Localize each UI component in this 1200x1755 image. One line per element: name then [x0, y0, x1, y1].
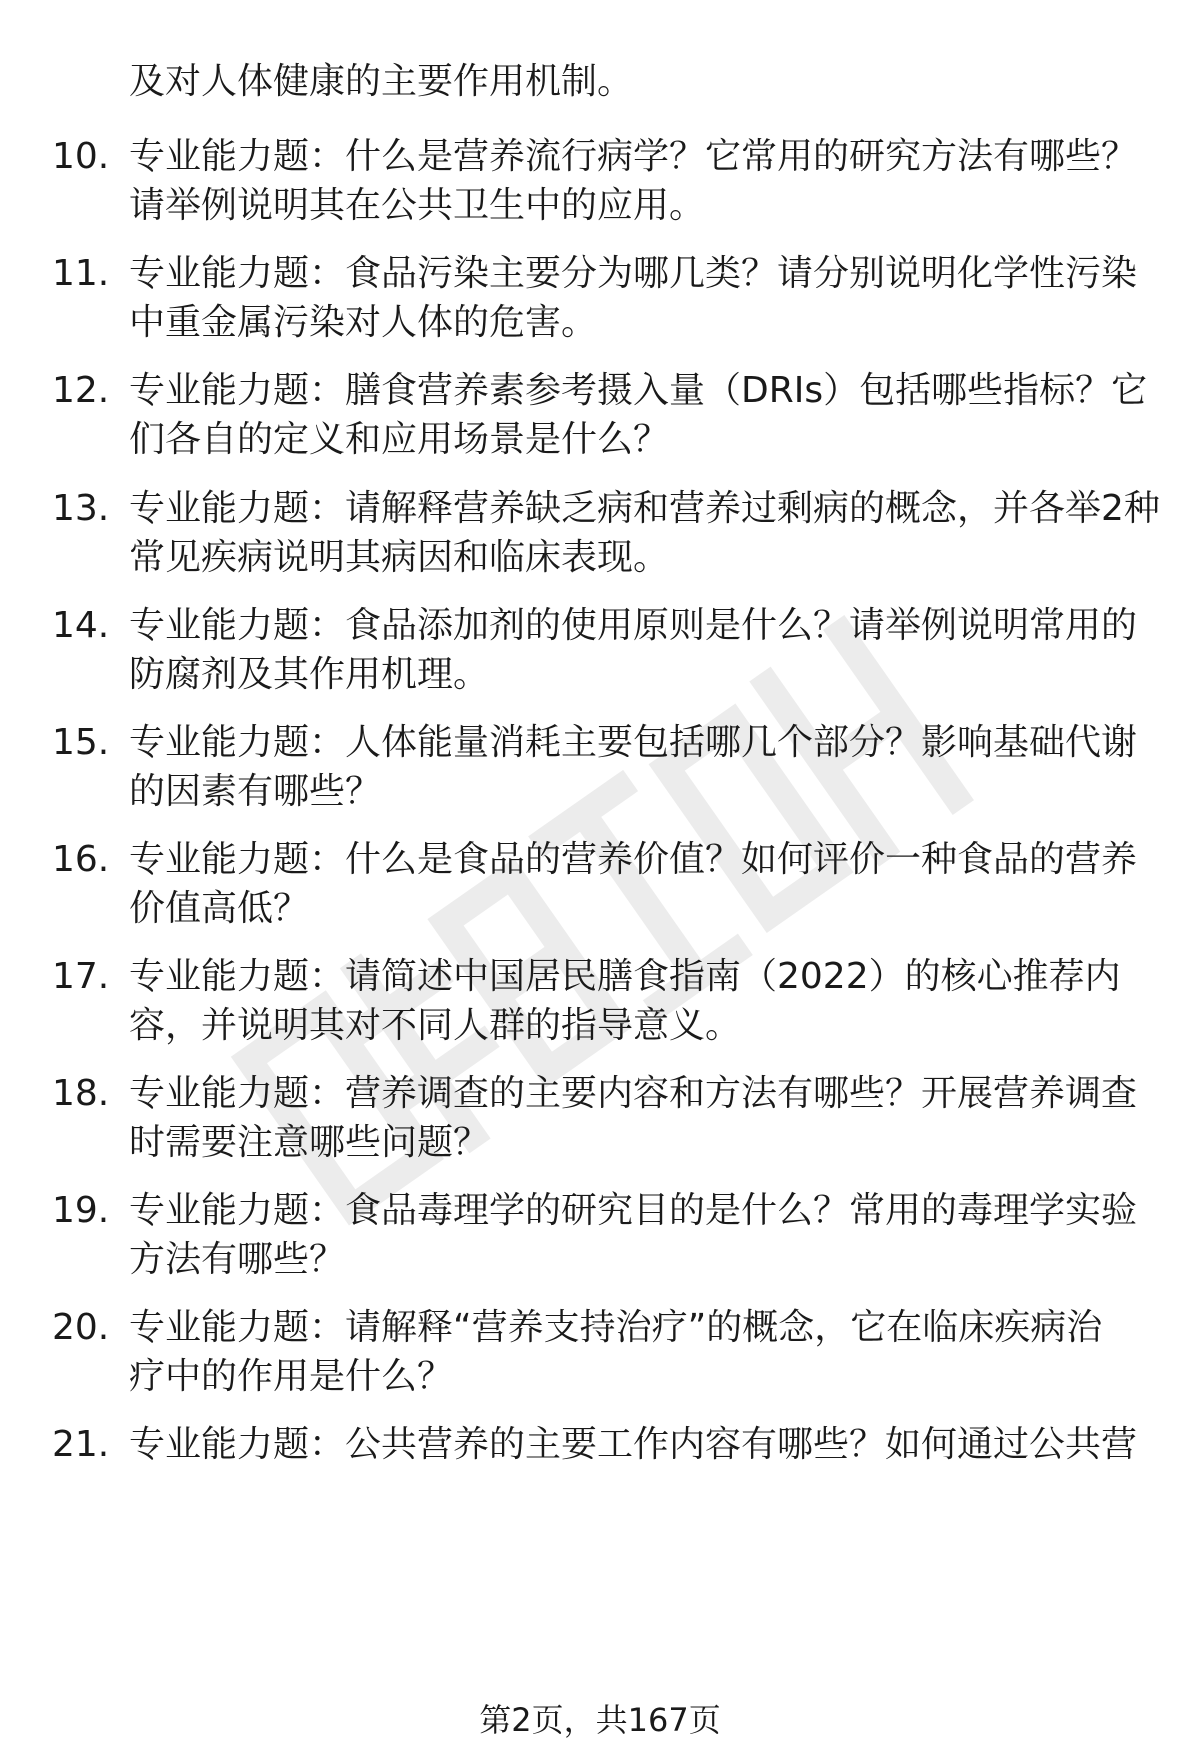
question-text-line2: 方法有哪些？ [129, 1239, 346, 1280]
question-text-line1: 专业能力题：食品添加剂的使用原则是什么？请举例说明常用的 [129, 605, 1138, 646]
question-number: 18. [52, 1073, 110, 1114]
question-text-line2: 的因素有哪些？ [129, 771, 382, 812]
list-item [0, 719, 1200, 819]
question-number: 12. [52, 370, 110, 411]
question-text-line2: 们各自的定义和应用场景是什么？ [129, 419, 670, 460]
question-number: 21. [52, 1424, 110, 1465]
question-text-line2: 防腐剂及其作用机理。 [129, 654, 490, 695]
list-item [0, 836, 1200, 936]
question-text-line1: 专业能力题：请解释营养缺乏病和营养过剩病的概念，并各举2种 [129, 488, 1160, 529]
question-text-line1: 专业能力题：食品毒理学的研究目的是什么？常用的毒理学实验 [129, 1190, 1138, 1231]
question-number: 17. [52, 956, 110, 997]
list-item [0, 1187, 1200, 1287]
question-number: 11. [52, 253, 110, 294]
question-text-line2: 常见疾病说明其病因和临床表现。 [129, 537, 670, 578]
page-number-footer: 第2页，共167页 [479, 1701, 721, 1739]
list-item [0, 485, 1200, 585]
question-text-line2: 价值高低？ [129, 888, 310, 929]
question-text-line2: 中重金属污染对人体的危害。 [129, 302, 598, 343]
list-item [0, 133, 1200, 233]
list-item [0, 250, 1200, 350]
list-item [0, 1070, 1200, 1170]
question-text-line2: 疗中的作用是什么？ [129, 1356, 454, 1397]
continuation-text: 及对人体健康的主要作用机制。 [129, 61, 634, 102]
list-item [0, 1421, 1200, 1521]
list-item [0, 602, 1200, 702]
list-item [0, 953, 1200, 1053]
question-number: 19. [52, 1190, 110, 1231]
question-text-line1: 专业能力题：什么是营养流行病学？它常用的研究方法有哪些？ [129, 136, 1138, 177]
question-text-line1: 专业能力题：公共营养的主要工作内容有哪些？如何通过公共营 [129, 1424, 1138, 1465]
list-item [0, 367, 1200, 467]
question-text-line1: 专业能力题：请简述中国居民膳食指南（2022）的核心推荐内 [129, 956, 1121, 997]
question-number: 20. [52, 1307, 110, 1348]
question-number: 13. [52, 488, 110, 529]
question-text-line1: 专业能力题：营养调查的主要内容和方法有哪些？开展营养调查 [129, 1073, 1138, 1114]
question-number: 16. [52, 839, 110, 880]
question-number: 15. [52, 722, 110, 763]
question-text-line1: 专业能力题：膳食营养素参考摄入量（DRIs）包括哪些指标？它 [129, 370, 1148, 411]
question-number: 10. [52, 136, 110, 177]
list-item [0, 1304, 1200, 1404]
question-text-line1: 专业能力题：什么是食品的营养价值？如何评价一种食品的营养 [129, 839, 1138, 880]
question-text-line2: 容，并说明其对不同人群的指导意义。 [129, 1005, 742, 1046]
question-text-line1: 专业能力题：食品污染主要分为哪几类？请分别说明化学性污染 [129, 253, 1138, 294]
question-text-line1: 专业能力题：人体能量消耗主要包括哪几个部分？影响基础代谢 [129, 722, 1138, 763]
question-text-line2: 请举例说明其在公共卫生中的应用。 [129, 185, 706, 226]
question-text-line1: 专业能力题：请解释“营养支持治疗”的概念，它在临床疾病治 [129, 1307, 1103, 1348]
question-number: 14. [52, 605, 110, 646]
question-text-line2: 时需要注意哪些问题？ [129, 1122, 490, 1163]
